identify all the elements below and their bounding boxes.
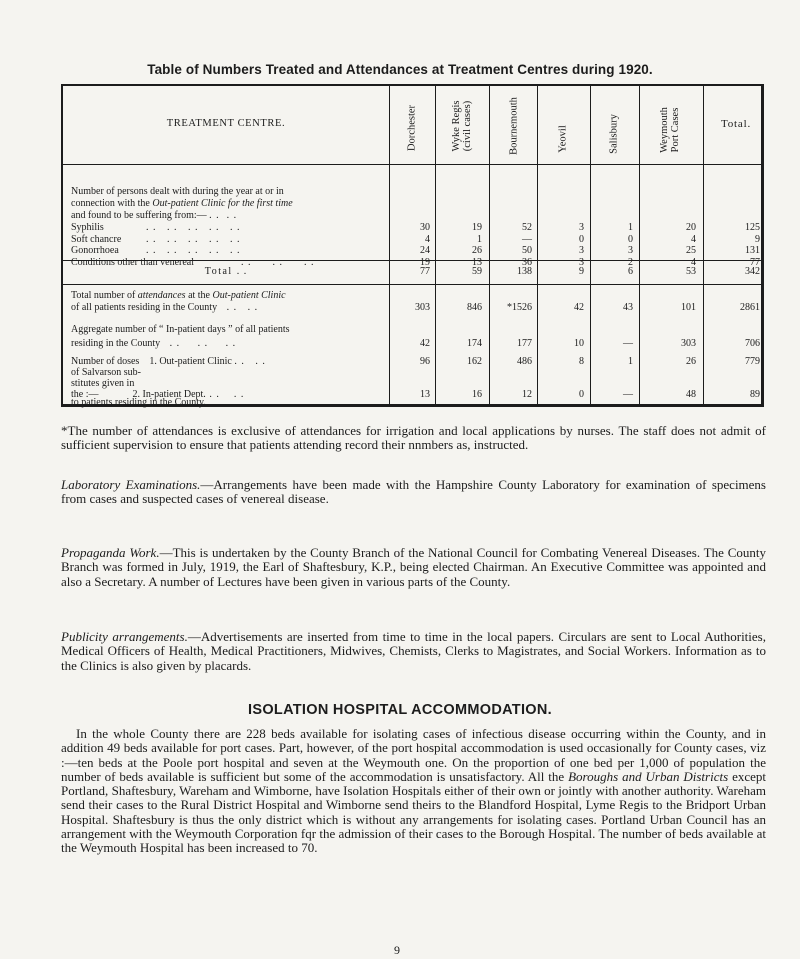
column-header-bournemouth: Bournemouth [508,97,520,155]
row-label: Syphilis . . . . . . . . . . [71,222,241,233]
total-row-cell: 59 [472,266,482,277]
table-row-cell: 3 [579,245,584,256]
column-header-weymouth: Weymouth Port Cases [659,107,681,153]
table-row-cell: 3 [579,256,584,268]
table-row-cell: 52 [522,222,532,233]
section1-intro-line3: and found to be suffering from:— . . . . [71,210,238,221]
column-header-yeovil: Yeovil [557,125,569,153]
total-row-label: Total . . [204,266,248,277]
salvarsan-outpatient-row-cell: 486 [517,356,532,367]
inpatient-label-line1: Aggregate number of “ In-patient days ” of all patients [71,324,290,335]
total-row-cell: 53 [686,266,696,277]
salvarsan-label-line2: of Salvarson sub- [71,367,141,378]
column-header-dorchester: Dorchester [406,104,418,152]
column-header-wyke-regis: Wyke Regis (civil cases) [451,100,473,152]
table-row-cell: 36 [522,256,532,268]
table-row-cell: 3 [579,222,584,233]
row-divider [63,284,761,285]
inpatient-row-cell: 177 [517,338,532,349]
table-row-cell: 9 [755,233,760,245]
salvarsan-inpatient-row-cell: 13 [420,389,430,400]
attendances-label-line1: Total number of attendances at the Out-patient Clinic [71,290,286,301]
inpatient-row-cell: 42 [420,338,430,349]
table-row-cell: 24 [420,245,430,256]
salvarsan-label-line3: stitutes given in [71,378,135,389]
table-row-cell: 4 [691,233,696,245]
table-row-cell: 4 [425,233,430,245]
col-divider [639,86,640,404]
salvarsan-outpatient-row-cell: 162 [467,356,482,367]
salvarsan-inpatient-row-cell: 16 [472,389,482,400]
table-row-cell: 125 [745,222,760,233]
attendances-row-cell: 2861 [740,302,760,313]
inpatient-row-cell: 174 [467,338,482,349]
paragraph-laboratory: Laboratory Examinations.—Arrangements have been made with the Hampshire County Laboratory for examination of specimens from cases and suspected cases of venereal disease. [61,477,766,507]
table-row-cell: 50 [522,245,532,256]
salvarsan-label-line5: to patients residing in the County. [71,397,206,408]
attendances-row-cell: 101 [681,302,696,313]
table-row-cell: 77 [750,256,760,268]
table-row-cell: 1 [477,233,482,245]
page-number: 9 [394,943,400,957]
table-row-cell: 25 [686,245,696,256]
table-row-cell: 26 [472,245,482,256]
total-row-cell: 138 [517,266,532,277]
inpatient-row-cell: 10 [574,338,584,349]
table-row-cell: — [522,233,532,245]
section1-intro-line2: connection with the Out-patient Clinic for the first time [71,198,293,209]
attendances-row-cell: *1526 [507,302,532,313]
inpatient-row-cell: — [623,338,633,349]
section-title: ISOLATION HOSPITAL ACCOMMODATION. [248,702,552,718]
attendances-row-cell: 42 [574,302,584,313]
attendances-row-cell: 303 [415,302,430,313]
salvarsan-outpatient-row-cell: 26 [686,356,696,367]
table-row-cell: 30 [420,222,430,233]
total-row-cell: 9 [579,266,584,277]
inpatient-row-cell: 706 [745,338,760,349]
salvarsan-inpatient-row-cell: 12 [522,389,532,400]
row-label: Conditions other than venereal . . . . . . [71,256,315,268]
salvarsan-inpatient-row-cell: — [623,389,633,400]
salvarsan-label-line4: the :— 2. In-patient Dept. . . . . [71,389,245,400]
header-divider [63,164,761,165]
attendances-row-cell: 43 [623,302,633,313]
table-row-cell: 1 [628,222,633,233]
attendances-row-cell: 846 [467,302,482,313]
salvarsan-outpatient-row-cell: 8 [579,356,584,367]
salvarsan-outpatient-row-cell: 779 [745,356,760,367]
salvarsan-inpatient-row-cell: 48 [686,389,696,400]
treatment-table [61,84,764,407]
table-row-cell: 13 [472,256,482,268]
table-row-cell: 19 [420,256,430,268]
section1-intro-line1: Number of persons dealt with during the year at or in [71,186,284,197]
table-row-cell: 2 [628,256,633,268]
table-row-cell: 3 [628,245,633,256]
table-row-cell: 4 [691,256,696,268]
footnote: *The number of attendances is exclusive of attendances for irrigation and local applications by nurses. The staff does not admit of sufficient supervision to ensure that patients attending record their nnmbers as, instructed. [61,423,766,453]
salvarsan-inpatient-row-cell: 89 [750,389,760,400]
paragraph-isolation: In the whole County there are 228 beds available for isolating cases of infectious disease occurring within the County, and in addition 49 beds available for port cases. Part, however, of the port hospital accommodation is used occasionally for County cases, viz :—ten beds at the Poole port hospital and seven at the Weymouth one. On the proportion of one bed per 1,000 of population the number of beds available is sufficient but some of the accommodation is unsatisfactory. All the Boroughs and Urban Districts except Portland, Shaftesbury, Wareham and Wimborne, have Isolation Hospitals either of their own or jointly with another authority. Wareham send their cases to the Rural District Hospital and Wimborne send theirs to the Blandford Hospital, Lyme Regis to the Bridport Urban Hospital. Shaftesbury is thus the only district which is without any arrangements for isolating cases. Portland Urban Council has an arrangement with the Weymouth Corporation fqr the admission of their cases to the Borough Hospital. The number of beds available at the Weymouth Hospital has been increased to 70. [61,726,767,856]
salvarsan-outpatient-row-cell: 96 [420,356,430,367]
inpatient-row-cell: 303 [681,338,696,349]
row-label: Soft chancre . . . . . . . . . . [71,233,241,245]
total-row-cell: 77 [420,266,430,277]
col-divider [703,86,704,404]
inpatient-label-line2: residing in the County . . . . . . [71,338,237,349]
row-label: Gonorrhoea . . . . . . . . . . [71,245,241,256]
column-header-total: Total. [721,118,751,130]
table-row-cell: 19 [472,222,482,233]
col-divider [537,86,538,404]
total-row-cell: 6 [628,266,633,277]
table-row-cell: 0 [628,233,633,245]
col-divider [489,86,490,404]
paragraph-propaganda: Propaganda Work.—This is undertaken by the County Branch of the National Council for Combating Venereal Diseases. The County Branch was formed in July, 1919, the Earl of Shaftesbury, K.P., being elected Chairman. An Executive Committee was appointed and also a Secretary. A number of Lectures have been given in various parts of the County. [61,545,767,589]
salvarsan-label-line1: Number of doses 1. Out-patient Clinic . . . . [71,356,266,367]
column-header-salisbury: Salisbury [608,114,620,154]
total-row-cell: 342 [745,266,760,277]
table-row-cell: 20 [686,222,696,233]
salvarsan-outpatient-row-cell: 1 [628,356,633,367]
salvarsan-inpatient-row-cell: 0 [579,389,584,400]
attendances-label-line2: of all patients residing in the County . . . . [71,302,259,313]
table-row-cell: 0 [579,233,584,245]
col-divider [435,86,436,404]
paragraph-publicity: Publicity arrangements.—Advertisements are inserted from time to time in the local papers. Circulars are sent to Local Authorities, Medical Officers of Health, Medical Practitioners, Midwives, Chemists, Clerks to Magistrates, and Social Workers. Information as to the Clinics is also given by placards. [61,629,766,673]
table-row-cell: 131 [745,245,760,256]
col-divider [590,86,591,404]
page-title: Table of Numbers Treated and Attendances at Treatment Centres during 1920. [147,62,653,77]
treatment-centre-header: TREATMENT CENTRE. [166,118,286,129]
